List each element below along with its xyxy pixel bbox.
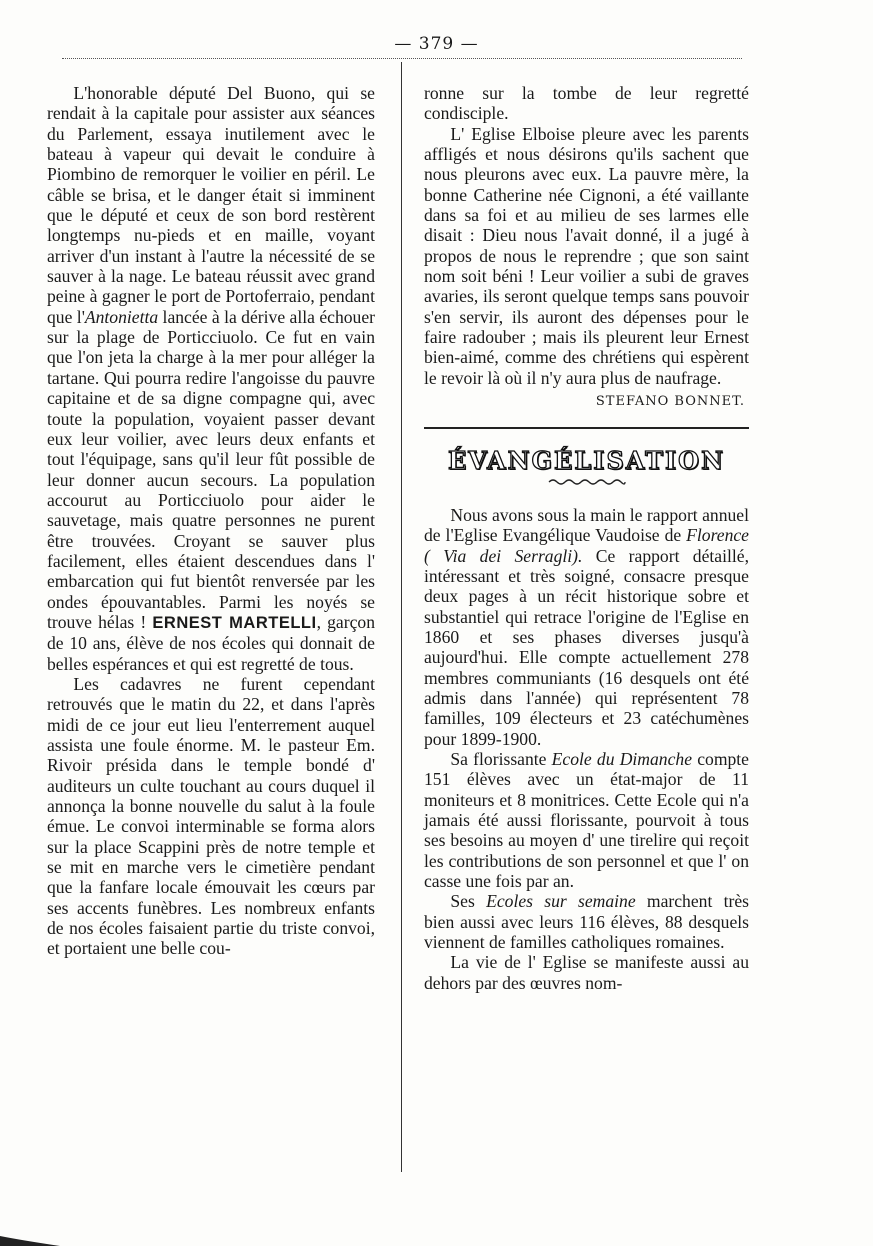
paragraph-text: lancée à la dérive alla échouer sur la plage de Porticciuolo. Ce fut en vain que l'on jeta la charge à la mer pour alléger la tartane. Qui pourra redire l'angoisse du pauvre capitaine et de sa digne compagne qui, avec toute la population, voyaient passer devant eux leur voilier, avec leurs deux enfants et tout l'équipage, sans qu'il leur fût possible de leur donner aucun secours. La population accourut au Porticciuolo pour aider le sauvetage, mais quatre personnes ne purent être trouvées. Croyant se sauver plus facilement, elles étaient descendues dans l' embarcation qui fut bientôt renversée par les ondes épouvantables. Parmi les noyés se trouve hélas ! — [47, 306, 376, 632]
paragraph-text: , garçon de 10 ans, élève de nos écoles qui donnait de belles espérances et qui est regretté de tous. — [47, 611, 375, 674]
right-column — [424, 83, 749, 993]
page-number: — 379 — — [394, 34, 479, 54]
victim-name: ERNEST MARTELLI — [152, 613, 317, 632]
article-signature: STEFANO BONNET. — [595, 394, 745, 410]
wavy-ornament-icon — [547, 477, 627, 487]
paragraph-text: Nous avons sous la main le rapport annuel de l'Eglise Evangélique Vaudoise de — [424, 504, 749, 546]
article-paragraph — [47, 83, 375, 674]
paragraph-text: Sa florissante — [450, 748, 552, 769]
paragraph-text: Ce rapport détaillé, intéressant et très soigné, consacre presque deux pages à un récit historique sobre et substantiel qui retrace l'origine de l'Eglise en 1860 et ses phases diverses jusqu'à aujourd'hui. Elle compte actuellement 278 membres communiants (16 desquels ont été admis dans l'année) qui représentent 78 familles, 109 électeurs et 23 catéchumènes pour 1899-1900. — [424, 545, 749, 749]
article-paragraph: ronne sur la tombe de leur regretté condisciple. — [424, 83, 749, 124]
paragraph-text: Ses — [450, 891, 487, 912]
section-title: ÉVANGÉLISATION — [447, 445, 726, 475]
scan-edge-mark — [0, 1232, 60, 1246]
paragraph-text: L'honorable député Del Buono, qui se rendait à la capitale pour assister aux séances du Parlement, essaya inutilement avec le bateau à vapeur qui devait le conduire à Piombino de remorquer le voilier en péril. Le câble se brisa, et le danger était si imminent que le député et ceux de son bord restèrent longtemps nu-pieds et en maille, voyant arriver d'un instant à l'autre la nécessité de se sauver à la nage. Le bateau réussit avec grand peine à gagner le port de Portoferraio, pendant que l' — [47, 83, 375, 327]
article-paragraph — [424, 891, 749, 952]
article-paragraph — [424, 749, 749, 891]
article-paragraph: Les cadavres ne furent cependant retrouvés que le matin du 22, et dans l'après midi de ce jour eut lieu l'enterrement auquel assista une foule énorme. M. le pasteur Em. Rivoir présida dans le temple bondé d' auditeurs un culte touchant au cours duquel il annonça la bonne nouvelle du salut à la foule émue. Le convoi interminable se forma alors sur la place Scappini près de notre temple et se mit en marche vers le cimetière pendant que la fanfare locale émouvait les cœurs par ses accents funèbres. Les nombreux enfants de nos écoles faisaient partie du triste convoi, et portaient une belle cou- — [47, 673, 375, 959]
paragraph-text: compte 151 élèves avec un état-major de 11 moniteurs et 8 monitrices. Cette Ecole qui n'a jamais été aussi florissante, pourvoit à tous ses besoins au moyen d' une tirelire qui reçoit les contributions de son personnel et que l' on casse une fois par an. — [424, 748, 749, 892]
ship-name: Antonietta — [84, 306, 159, 327]
article-paragraph: La vie de l' Eglise se manifeste aussi au dehors par des œuvres nom- — [424, 952, 749, 993]
article-paragraph — [424, 505, 749, 749]
article-paragraph: L' Eglise Elboise pleure avec les parents affligés et nous désirons qu'ils sachent que nous pleurons avec eux. La pauvre mère, la bonne Catherine née Cignoni, a été vaillante dans sa foi et au milieu de ses larmes elle disait : Dieu nous l'avait donné, il a jugé à propos de nous le reprendre ; que son saint nom soit béni ! Leur voilier a subi de graves avaries, ils seront quelque temps sans pouvoir s'en servir, ils auront des dépenses pour le faire radouber ; mais ils pleurent leur Ernest bien-aimé, comme des chrétiens qui espèrent le revoir là où il n'y aura plus de naufrage. — [424, 123, 749, 388]
header-rule — [62, 58, 742, 59]
paragraph-text: marchent très bien aussi avec leurs 116 élèves, 88 desquels viennent de familles catholiques romaines. — [424, 891, 749, 953]
column-divider — [401, 62, 402, 1172]
church-location: Florence ( Via dei Serragli). — [424, 525, 749, 566]
school-name: Ecole du Dimanche — [551, 748, 693, 769]
section-rule — [424, 427, 749, 429]
left-column — [47, 83, 375, 959]
school-name: Ecoles sur semaine — [486, 891, 636, 912]
